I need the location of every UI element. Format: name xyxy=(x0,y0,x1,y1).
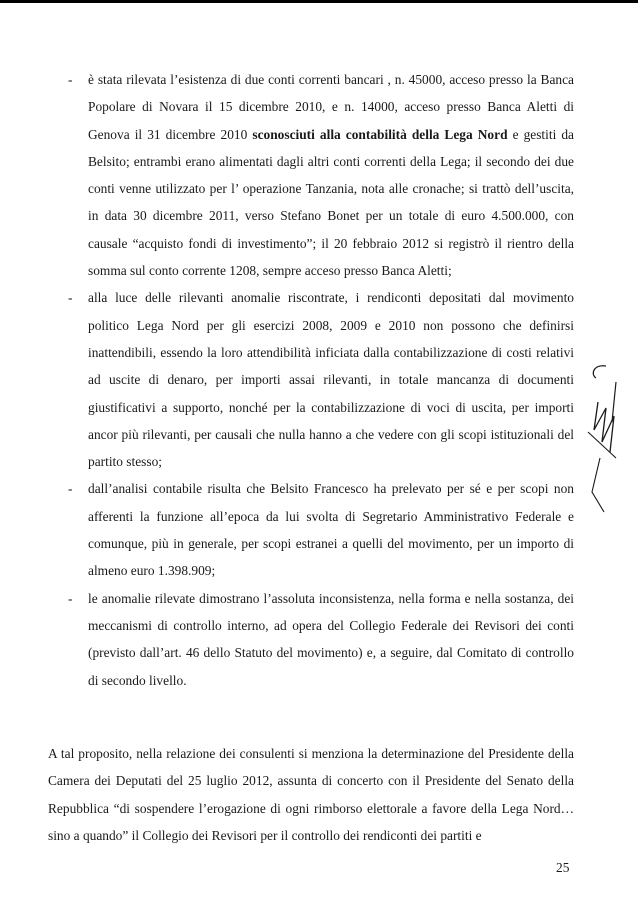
bold-emphasis: sconosciuti alla contabilità della Lega Nord xyxy=(252,126,508,142)
bullet-dash: - xyxy=(68,481,73,497)
bullet-dash: - xyxy=(68,590,73,606)
top-border-rule xyxy=(0,0,638,3)
bullet-dash: - xyxy=(68,290,73,306)
bullet-text: alla luce delle rilevanti anomalie riscontrate, i rendiconti depositati dal movimento politico Lega Nord per gli esercizi 2008, 2009 e 2010 non possono che definirsi inattendibili, essendo la loro attendibilità inficiata dalla contabilizzazione di costi relativi ad uscite di denaro, per importi assai rilevanti, in totale mancanza di documenti giustificativi a supporto, nonché per la contabilizzazione di voci di uscita, per importi ancor più rilevanti, per causali che nulla hanno a che vedere con gli scopi istituzionali del partito stesso; xyxy=(88,290,574,470)
bullet-item-accounts xyxy=(68,66,574,284)
handwritten-signature xyxy=(576,362,626,522)
body-paragraph: A tal proposito, nella relazione dei consulenti si menziona la determinazione del Presidente della Camera dei Deputati del 25 luglio 2012, assunta di concerto con il Presidente del Senato della Repubblica “di sospendere l’erogazione di ogni rimborso elettorale a favore della Lega Nord…sino a quando” il Collegio dei Revisori per il controllo dei rendiconti dei partiti e xyxy=(48,746,574,843)
bullet-item-unreliable-reports xyxy=(68,284,574,475)
bullet-text: dall’analisi contabile risulta che Belsito Francesco ha prelevato per sé e per scopi non afferenti la funzione all’epoca da lui svolta di Segretario Amministrativo Federale e comunque, più in generale, per scopi estranei a quelli del movimento, per un importo di almeno euro 1.398.909; xyxy=(88,481,574,579)
bullet-text-part: è stata rilevata l’esistenza di due conti correnti bancari , n. 45000, acceso presso la Banca Popolare di Novara il 15 dicembre 2010, e n. 14000, acceso presso Banca Aletti di Genova il 31 dicembre 2010 xyxy=(88,72,574,142)
bullet-item-control-anomalies xyxy=(68,585,574,694)
page-number: 25 xyxy=(556,860,570,875)
bullet-list xyxy=(68,66,574,694)
bullet-dash: - xyxy=(68,72,73,87)
bullet-text: le anomalie rilevate dimostrano l’assoluta inconsistenza, nella forma e nella sostanza, dei meccanismi di controllo interno, ad opera del Collegio Federale dei Revisori dei conti (previsto dall’art. 46 dello Statuto del movimento) e, a seguire, dal Comitato di controllo di secondo livello. xyxy=(88,590,574,688)
bullet-item-withdrawals xyxy=(68,475,574,584)
bullet-text-part: e gestiti da Belsito; entrambi erano alimentati dagli altri conti correnti della Lega; il secondo dei due conti venne utilizzato per l’ operazione Tanzania, nota alle cronache; si trattò dell’uscita, in data 30 dicembre 2011, verso Stefano Bonet per un totale di euro 4.500.000, con causale “acquisto fondi di investimento”; il 20 febbraio 2012 si registrò il rientro della somma sul conto corrente 1208, sempre acceso presso Banca Aletti; xyxy=(88,126,574,279)
